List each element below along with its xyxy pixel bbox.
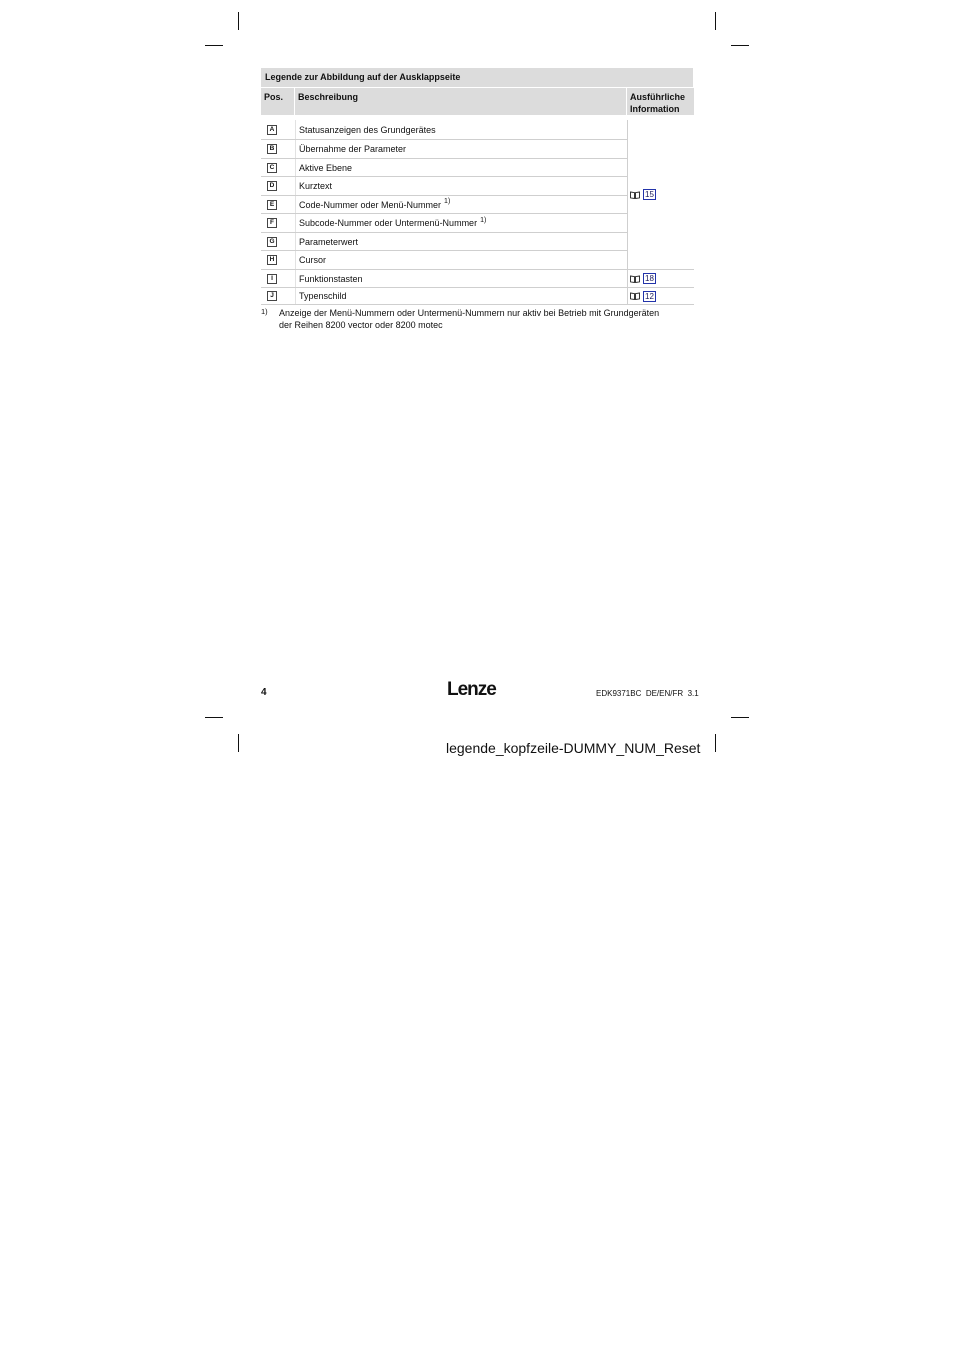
pos-cell <box>261 251 295 269</box>
table-row <box>261 288 627 305</box>
table-row <box>261 120 627 140</box>
description-text: Kurztext <box>299 181 333 191</box>
crop-mark <box>238 12 239 30</box>
description-text: Übernahme der Parameter <box>299 144 407 154</box>
crop-mark <box>715 734 716 752</box>
info-cell <box>627 120 694 270</box>
page-number: 4 <box>261 687 267 698</box>
page-link[interactable]: 18 <box>645 274 654 283</box>
page-link[interactable]: 12 <box>645 291 654 301</box>
position-marker: F <box>267 218 277 228</box>
page-reference <box>630 186 656 204</box>
description-text: Cursor <box>299 255 327 265</box>
table-row <box>261 196 627 214</box>
info-cell <box>627 270 694 288</box>
footnote-text: der Reihen 8200 vector oder 8200 motec <box>279 320 443 330</box>
description-cell <box>295 270 627 287</box>
page-link[interactable]: 15 <box>645 190 654 199</box>
description-cell <box>295 177 627 195</box>
description-cell <box>295 251 627 269</box>
position-marker: H <box>267 255 277 265</box>
position-marker: B <box>267 144 277 154</box>
description-cell <box>295 196 627 213</box>
footnote-text: Anzeige der Menü-Nummern oder Untermenü-Nummern nur aktiv bei Betrieb mit Grundgeräten <box>279 308 660 318</box>
page-reference <box>630 270 656 288</box>
description-text: Funktionstasten <box>299 273 363 284</box>
header-info-line: Information <box>630 104 680 114</box>
footnote-ref: 1) <box>480 216 487 224</box>
header-info-line: Ausführliche <box>630 92 686 102</box>
crop-mark <box>715 12 716 30</box>
description-text: Parameterwert <box>299 236 359 247</box>
crop-mark <box>238 734 239 752</box>
crop-mark <box>731 45 749 46</box>
table-row <box>261 140 627 159</box>
table-caption: Legende zur Abbildung auf der Ausklappseite <box>261 68 693 87</box>
crop-mark <box>731 717 749 718</box>
pos-cell <box>261 120 295 139</box>
position-marker: G <box>267 237 277 247</box>
position-marker: I <box>267 274 277 284</box>
doc-id: EDK9371BC <box>596 689 642 698</box>
lenze-logo: Lenze <box>447 679 496 700</box>
header-pos: Pos. <box>261 88 294 115</box>
description-cell <box>295 140 627 158</box>
pos-cell <box>261 159 295 176</box>
header-info <box>627 88 694 115</box>
pos-cell <box>261 177 295 195</box>
description-text: Statusanzeigen des Grundgerätes <box>299 124 436 135</box>
document-info <box>596 689 699 698</box>
page-reference <box>630 287 656 305</box>
description-cell <box>295 288 627 304</box>
pos-cell <box>261 288 295 304</box>
header-description: Beschreibung <box>295 88 626 115</box>
position-marker: C <box>267 163 277 173</box>
description-text: Subcode-Nummer oder Untermenü-Nummer <box>299 218 478 228</box>
footnote-mark: 1) <box>261 307 268 316</box>
info-cell <box>627 288 694 305</box>
table-row <box>261 177 627 196</box>
pos-cell <box>261 196 295 213</box>
book-icon <box>630 287 640 305</box>
table-row <box>261 214 627 233</box>
book-icon <box>630 186 640 204</box>
position-marker: E <box>267 200 277 210</box>
description-text: Aktive Ebene <box>299 162 353 173</box>
slug-label: legende_kopfzeile-DUMMY_NUM_Reset <box>446 740 701 756</box>
position-marker: J <box>267 291 277 301</box>
table-row <box>261 251 627 270</box>
pos-cell <box>261 233 295 250</box>
table-row <box>261 270 627 288</box>
languages: DE/EN/FR <box>645 689 684 698</box>
description-cell <box>295 233 627 250</box>
description-text: Typenschild <box>299 291 347 301</box>
footnote-ref: 1) <box>444 198 451 205</box>
version: 3.1 <box>687 689 699 698</box>
description-cell <box>295 159 627 176</box>
table-row <box>261 159 627 177</box>
crop-mark <box>205 717 223 718</box>
description-text: Code-Nummer oder Menü-Nummer <box>299 199 442 210</box>
description-cell <box>295 214 627 232</box>
pos-cell <box>261 270 295 287</box>
pos-cell <box>261 214 295 232</box>
table-row <box>261 233 627 251</box>
pos-cell <box>261 140 295 158</box>
position-marker: D <box>267 181 277 191</box>
position-marker: A <box>267 125 277 135</box>
description-cell <box>295 120 627 139</box>
crop-mark <box>205 45 223 46</box>
book-icon <box>630 270 640 288</box>
